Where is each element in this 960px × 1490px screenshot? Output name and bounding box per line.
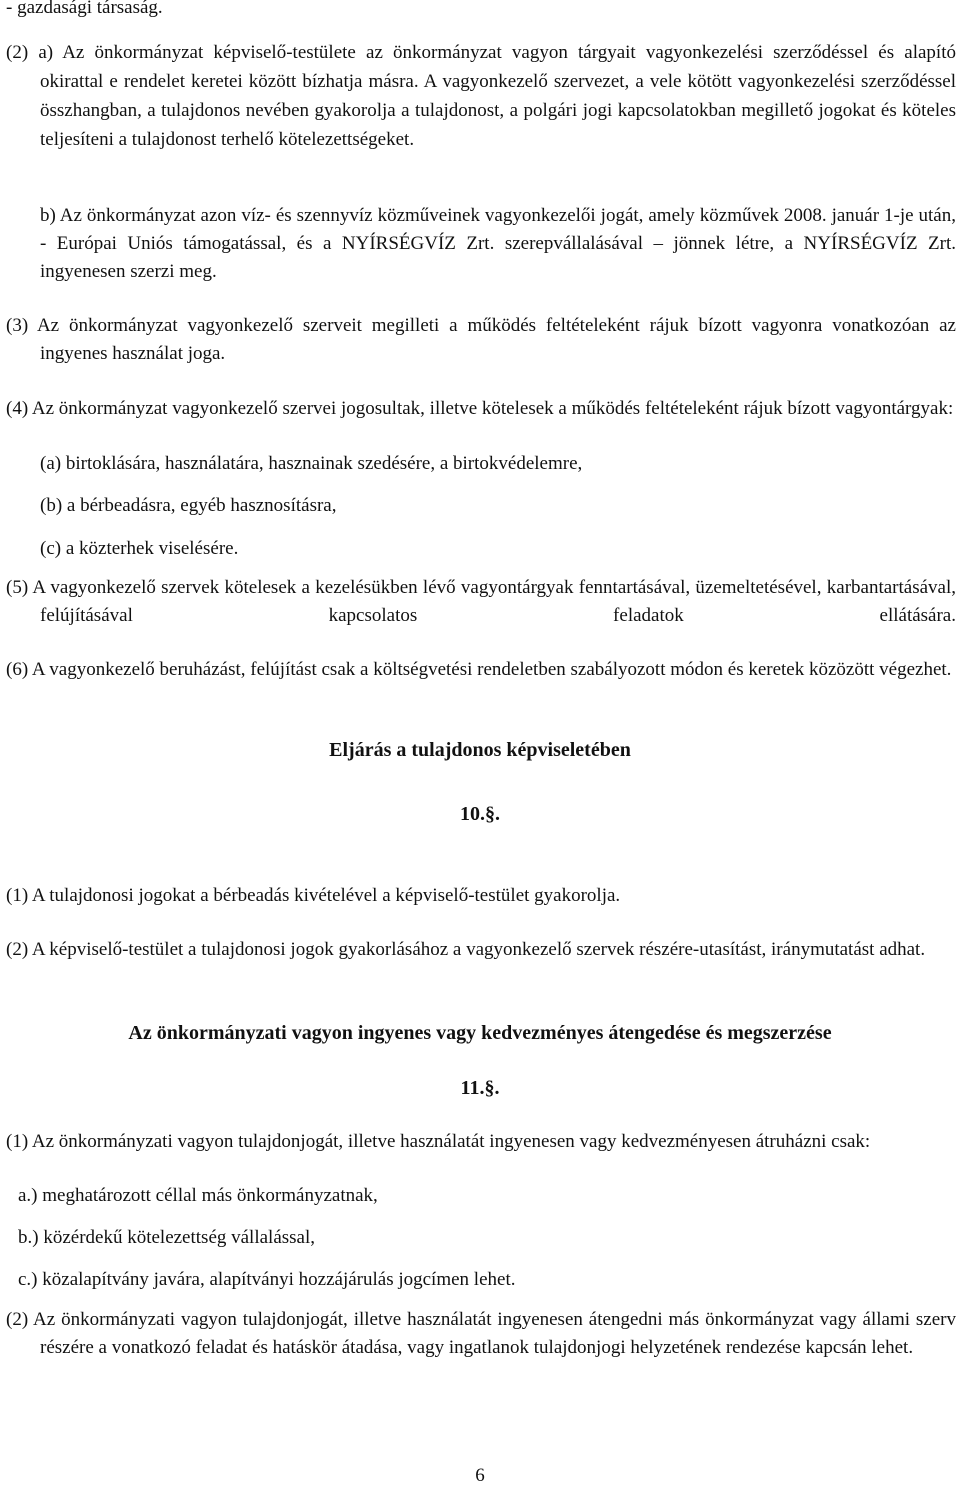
paragraph-11-1b: b.) közérdekű kötelezettség vállalással,: [18, 1227, 316, 1248]
paragraph-2b: b) Az önkormányzat azon víz- és szennyvíz közműveinek vagyonkezelői jogát, amely közművek 2008. január 1-je után, - Európai Uniós támogatással, és a NYÍRSÉGVÍZ Zrt. szerepvállalásával – jönnek létre, a NYÍRSÉGVÍZ Zrt. ingyenesen szerzi meg.: [40, 205, 956, 282]
paragraph-11-1: (1) Az önkormányzati vagyon tulajdonjogát, illetve használatát ingyenesen vagy kedvezményesen átruházni csak:: [6, 1131, 871, 1152]
list-item-dash: - gazdasági társaság.: [6, 0, 163, 18]
paragraph-4c: (c) a közterhek viselésére.: [40, 538, 239, 559]
paragraph-11-1c: c.) közalapítvány javára, alapítványi hozzájárulás jogcímen lehet.: [18, 1269, 516, 1290]
paragraph-4b: (b) a bérbeadásra, egyéb hasznosításra,: [40, 495, 337, 516]
paragraph-10-1: (1) A tulajdonosi jogokat a bérbeadás kivételével a képviselő-testület gyakorolja.: [6, 885, 621, 906]
page-number: 6: [475, 1465, 485, 1486]
section-number-11: 11.§.: [460, 1077, 500, 1099]
section-number-10: 10.§.: [460, 803, 500, 825]
section-heading-transfer: Az önkormányzati vagyon ingyenes vagy kedvezményes átengedése és megszerzése: [128, 1022, 832, 1044]
paragraph-10-2: (2) A képviselő-testület a tulajdonosi jogok gyakorlásához a vagyonkezelő szervek részére-utasítást, iránymutatást adhat.: [6, 939, 926, 960]
paragraph-6: (6) A vagyonkezelő beruházást, felújítást csak a költségvetési rendeletben szabályozott módon és keretek közözött végezhet.: [6, 659, 952, 680]
paragraph-11-1a: a.) meghatározott céllal más önkormányzatnak,: [18, 1185, 378, 1206]
paragraph-5: (5) A vagyonkezelő szervek kötelesek a kezelésükben lévő vagyontárgyak fenntartásával, üzemeltetésével, karbantartásával, felújításával kapcsolatos feladatok ellátására.: [6, 577, 956, 626]
section-heading-procedure: Eljárás a tulajdonos képviseletében: [329, 739, 631, 761]
paragraph-4a: (a) birtoklására, használatára, hasznainak szedésére, a birtokvédelemre,: [40, 453, 583, 474]
paragraph-4: (4) Az önkormányzat vagyonkezelő szervei jogosultak, illetve kötelesek a működés feltételeként rájuk bízott vagyontárgyak:: [6, 398, 954, 419]
paragraph-11-2: (2) Az önkormányzati vagyon tulajdonjogát, illetve használatát ingyenesen átengedni más önkormányzat vagy állami szerv részére a vonatkozó feladat és hatáskör átadása, vagy ingatlanok tulajdonjogi helyzetének rendezése kapcsán lehet.: [6, 1309, 956, 1358]
paragraph-3: (3) Az önkormányzat vagyonkezelő szerveit megilleti a működés feltételeként rájuk bízott vagyonra vonatkozóan az ingyenes használat joga.: [6, 315, 956, 364]
paragraph-2a: (2) a) Az önkormányzat képviselő-testülete az önkormányzat vagyon tárgyait vagyonkezelési szerződéssel és alapító okirattal e rendelet keretei között bízhatja másra. A vagyonkezelő szervezet, a vele kötött vagyonkezelési szerződéssel összhangban, a tulajdonos nevében gyakorolja a tulajdonost, a polgári jogi kapcsolatokban megillető jogokat és köteles teljesíteni a tulajdonost terhelő kötelezettségeket.: [6, 42, 956, 150]
